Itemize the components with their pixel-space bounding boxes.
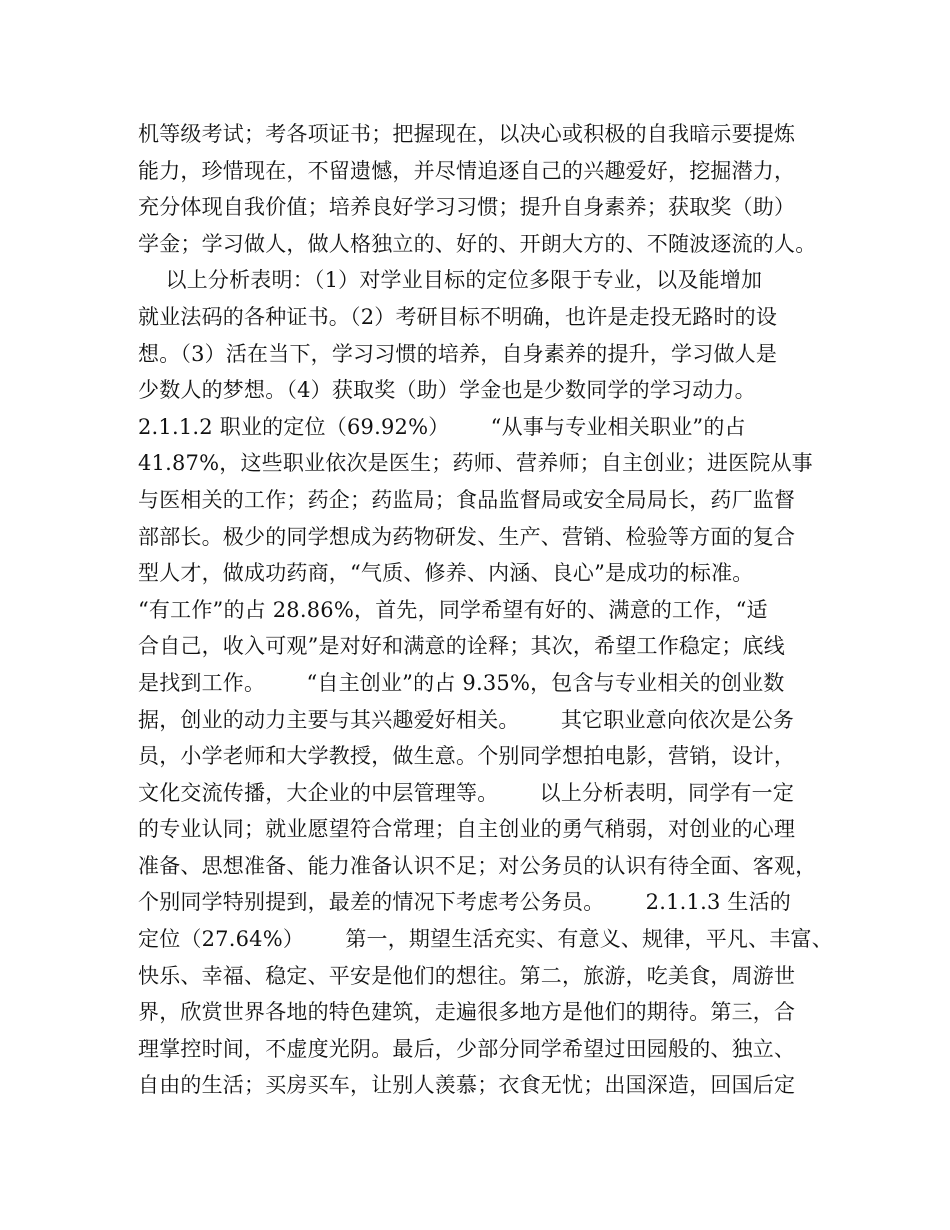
- text-line: 能力，珍惜现在，不留遗憾，并尽情追逐自己的兴趣爱好，挖掘潜力，: [138, 158, 796, 183]
- text-line: 2.1.1.2 职业的定位（69.92%） “从事与专业相关职业”的占: [138, 414, 746, 439]
- text-line: 界，欣赏世界各地的特色建筑，走遍很多地方是他们的期待。第三，合: [138, 1000, 796, 1025]
- text-line: 就业法码的各种证书。（2）考研目标不明确，也许是走投无路时的设: [138, 304, 778, 329]
- text-line: 想。（3）活在当下，学习习惯的培养，自身素养的提升，学习做人是: [138, 341, 778, 366]
- text-line: 自由的生活；买房买车，让别人羡慕；衣食无忧；出国深造，回国后定: [138, 1073, 796, 1098]
- body-text: [138, 116, 838, 1104]
- text-line: 合自己，收入可观”是对好和满意的诠释；其次，希望工作稳定；底线: [138, 634, 785, 659]
- text-line: 型人才，做成功药商，“气质、修养、内涵、良心”是成功的标准。: [138, 561, 754, 586]
- text-line: 以上分析表明：（1）对学业目标的定位多限于专业，以及能增加: [138, 268, 763, 293]
- text-line: 41.87%，这些职业依次是医生；药师、营养师；自主创业；进医院从事: [138, 451, 813, 476]
- text-line: 员，小学老师和大学教授，做生意。个别同学想拍电影，营销，设计，: [138, 744, 796, 769]
- text-line: 快乐、幸福、稳定、平安是他们的想往。第二，旅游，吃美食，周游世: [138, 963, 796, 988]
- text-line: 机等级考试；考各项证书；把握现在，以决心或积极的自我暗示要提炼: [138, 122, 796, 146]
- text-line: 部部长。极少的同学想成为药物研发、生产、营销、检验等方面的复合: [138, 524, 796, 549]
- text-line: 个别同学特别提到，最差的情况下考虑考公务员。 2.1.1.3 生活的: [138, 890, 791, 915]
- text-line: 据，创业的动力主要与其兴趣爱好相关。 其它职业意向依次是公务: [138, 707, 795, 732]
- text-line: 充分体现自我价值；培养良好学习习惯；提升自身素养；获取奖（助）: [138, 195, 796, 220]
- text-line: “有工作”的占 28.86%，首先，同学希望有好的、满意的工作，“适: [138, 597, 768, 622]
- text-line: 理掌控时间，不虚度光阴。最后，少部分同学希望过田园般的、独立、: [138, 1036, 796, 1061]
- text-line: 准备、思想准备、能力准备认识不足；对公务员的认识有待全面、客观，: [138, 853, 817, 878]
- text-line: 的专业认同；就业愿望符合常理；自主创业的勇气稍弱，对创业的心理: [138, 817, 796, 842]
- text-line: 定位（27.64%） 第一，期望生活充实、有意义、规律，平凡、丰富、: [138, 927, 833, 952]
- text-line: 与医相关的工作；药企；药监局；食品监督局或安全局局长，药厂监督: [138, 487, 796, 512]
- text-line: 是找到工作。 “自主创业”的占 9.35%，包含与专业相关的创业数: [138, 670, 785, 695]
- text-line: 少数人的梦想。（4）获取奖（助）学金也是少数同学的学习动力。: [138, 378, 756, 403]
- text-line: 文化交流传播，大企业的中层管理等。 以上分析表明，同学有一定: [138, 780, 795, 805]
- text-line: 学金；学习做人，做人格独立的、好的、开朗大方的、不随波逐流的人。: [138, 231, 817, 256]
